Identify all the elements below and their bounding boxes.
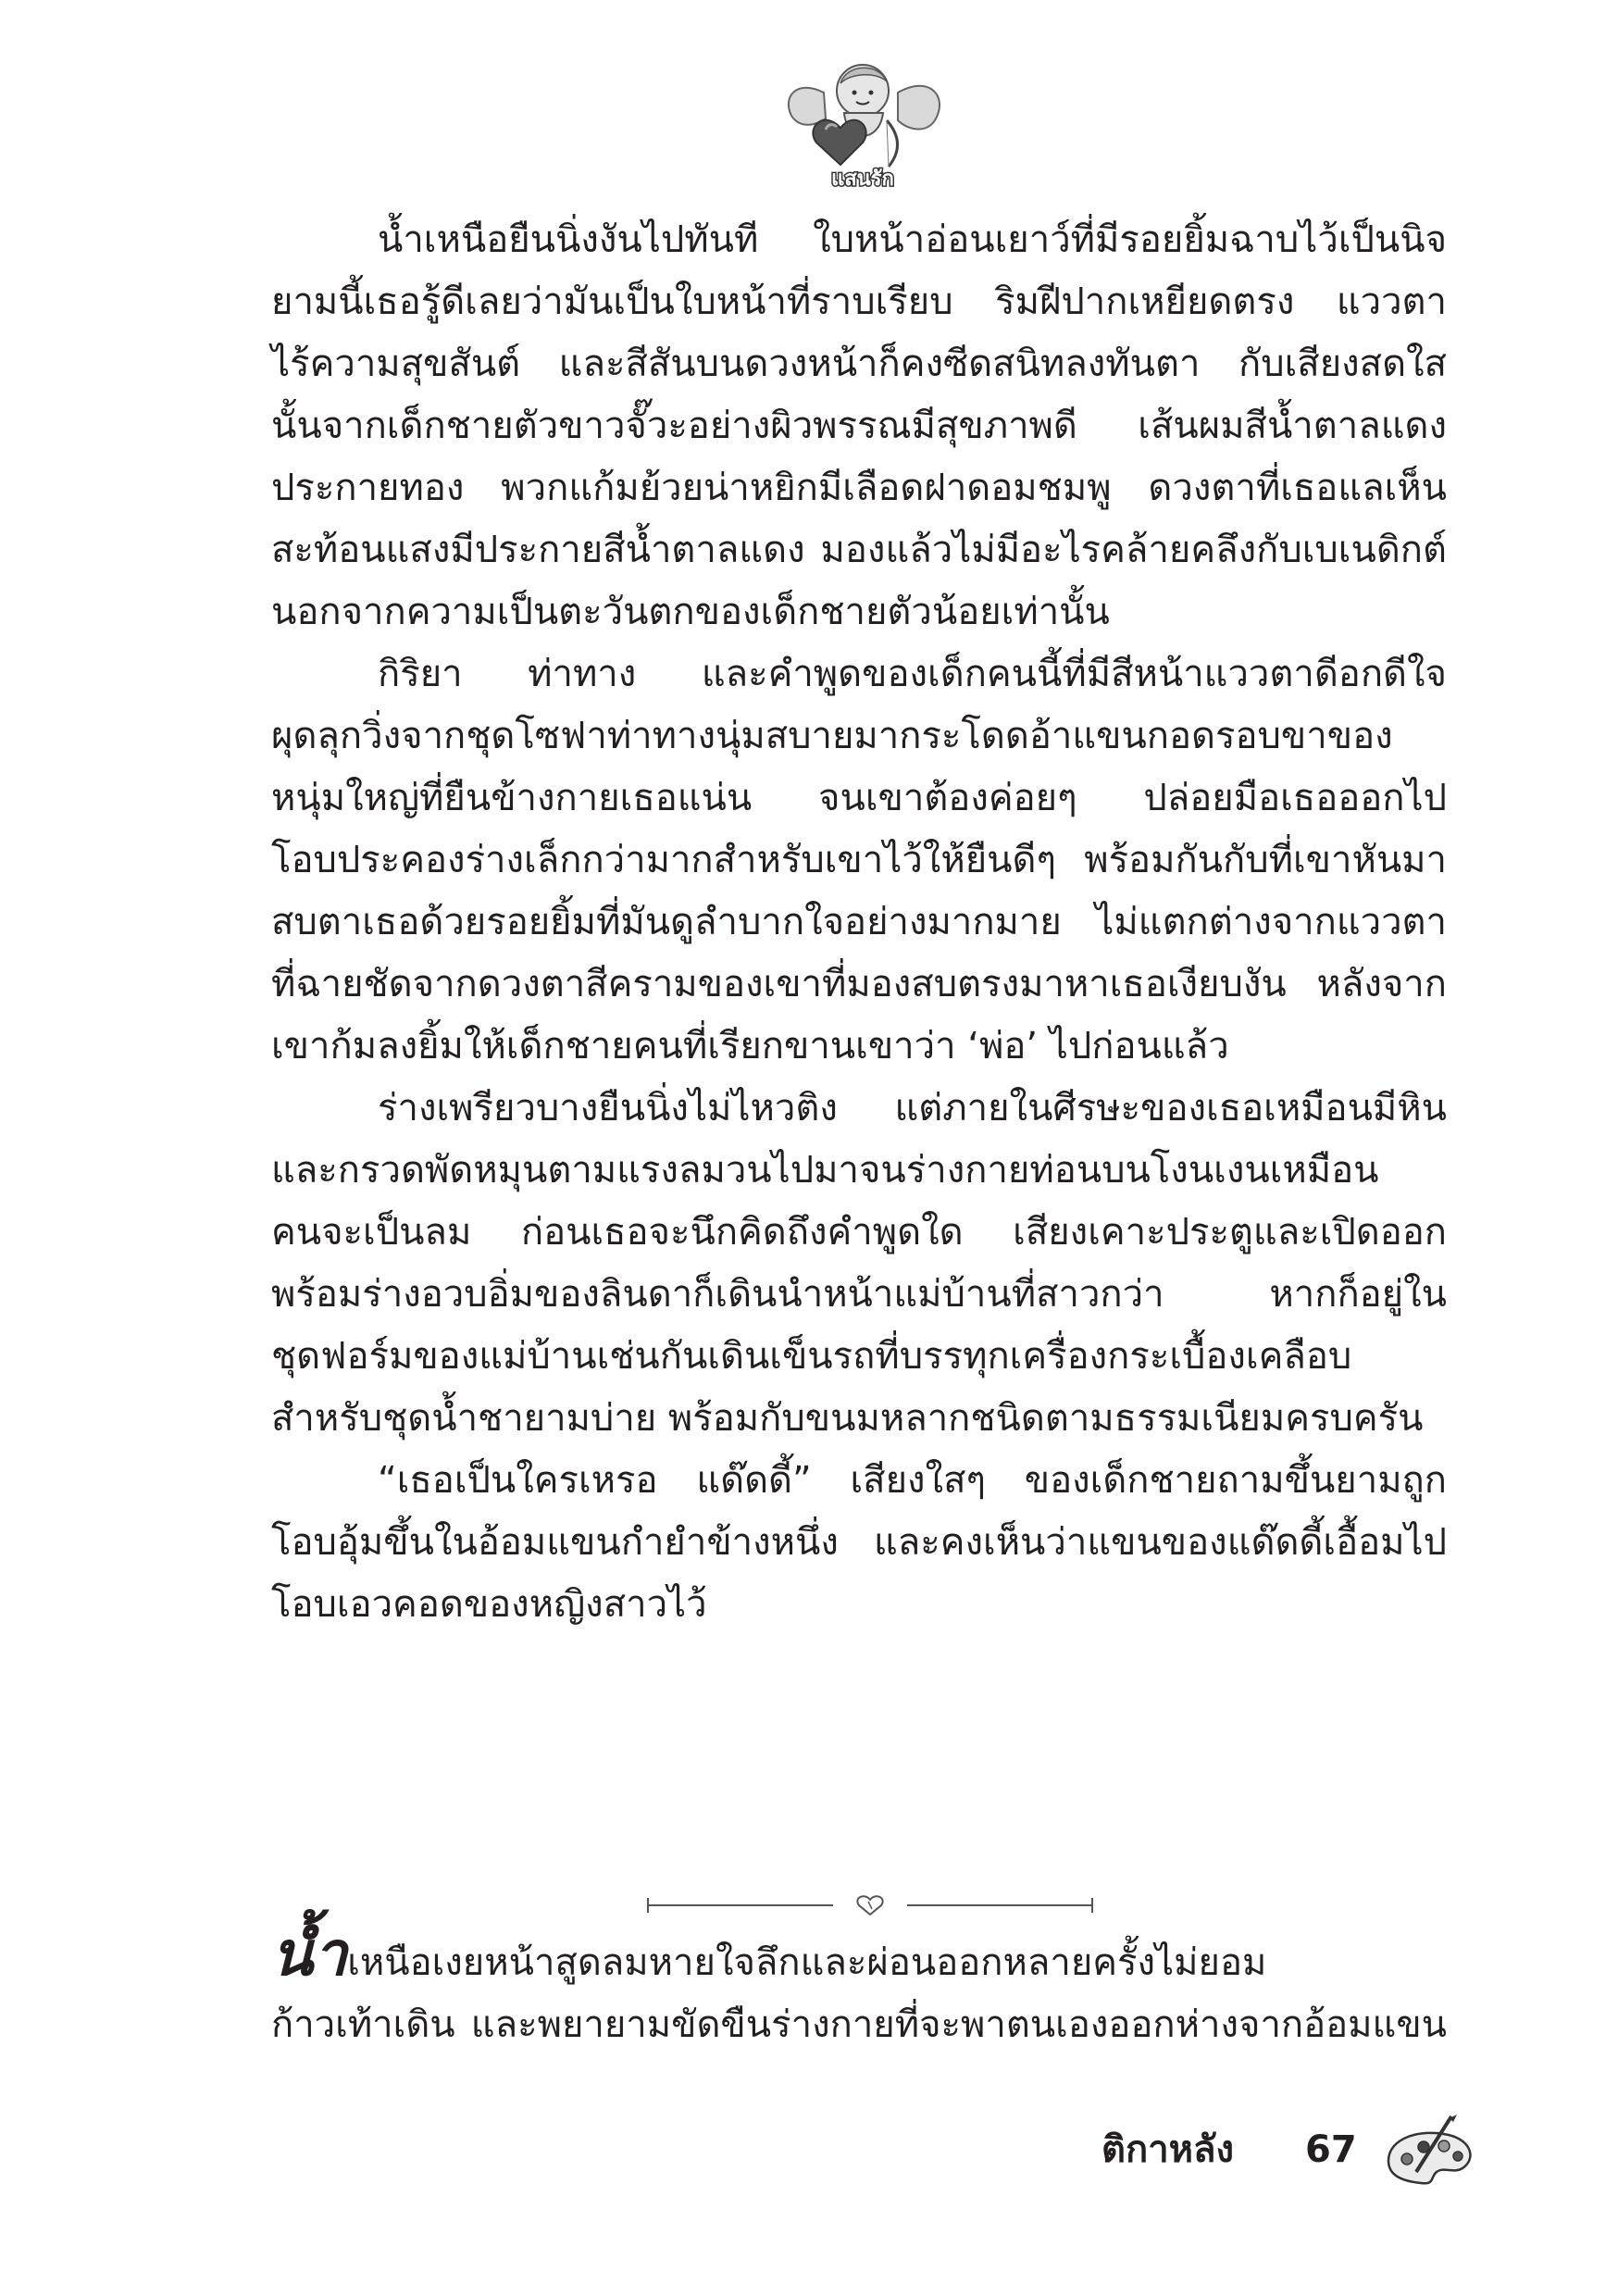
- text-line: เขาก้มลงยิ้มให้เด็กชายคนที่เรียกขานเขาว่า ‘พ่อ’ ไปก่อนแล้ว: [271, 1025, 1229, 1067]
- paragraph-first-line: “เธอเป็นใครเหรอ แด๊ดดี้” เสียงใสๆ ของเด็กชายถามขึ้นยามถูก: [378, 1459, 1447, 1502]
- text-line: คนจะเป็นลม ก่อนเธอจะนึกคิดถึงคำพูดใด เสียงเคาะประตูและเปิดออก: [271, 1211, 1447, 1254]
- next-section-text: [271, 1917, 1447, 2056]
- publisher-logo: [759, 56, 963, 194]
- text-line: โอบเอวคอดของหญิงสาวไว้: [271, 1583, 707, 1626]
- text-line: โอบประคองร่างเล็กกว่ามากสำหรับเขาไว้ให้ยืนดีๆ พร้อมกันกับที่เขาหันมา: [271, 839, 1447, 881]
- heart-ornament-icon: [639, 1889, 1101, 1920]
- book-title: ติกาหลัง: [1101, 2128, 1235, 2171]
- text-line: ก้าวเท้าเดิน และพยายามขัดขืนร่างกายที่จะพาตนเองออกห่างจากอ้อมแขน: [271, 2003, 1447, 2046]
- opening-line-rest: เหนือเงยหน้าสูดลมหายใจลึกและผ่อนออกหลายครั้งไม่ยอม: [347, 1941, 1267, 1984]
- section-opening-line: [271, 1917, 1447, 1994]
- section-divider: [639, 1889, 1101, 1920]
- text-line: นอกจากความเป็นตะวันตกของเด็กชายตัวน้อยเท่านั้น: [271, 591, 1110, 633]
- text-line: โอบอุ้มขึ้นในอ้อมแขนกำยำข้างหนึ่ง และคงเห็นว่าแขนของแด๊ดดี้เอื้อมไป: [271, 1521, 1447, 1564]
- text-line: ประกายทอง พวกแก้มย้วยน่าหยิกมีเลือดฝาดอมชมพู ดวงตาที่เธอแลเห็น: [271, 467, 1447, 509]
- text-line: พร้อมร่างอวบอิ่มของลินดาก็เดินนำหน้าแม่บ้านที่สาวกว่า หากก็อยู่ใน: [271, 1273, 1447, 1316]
- paint-palette-icon: [1379, 2115, 1481, 2187]
- text-line: ที่ฉายชัดจากดวงตาสีครามของเขาที่มองสบตรงมาหาเธอเงียบงัน หลังจาก: [271, 963, 1447, 1005]
- text-line: นั้นจากเด็กชายตัวขาวจั๊วะอย่างผิวพรรณมีสุขภาพดี เส้นผมสีน้ำตาลแดง: [271, 405, 1447, 447]
- page-footer: [1101, 2115, 1490, 2189]
- text-line: ผุดลุกวิ่งจากชุดโซฟาท่าทางนุ่มสบายมากระโดดอ้าแขนกอดรอบขาของ: [271, 715, 1393, 757]
- main-text: [271, 209, 1447, 1636]
- paragraph-first-line: น้ำเหนือยืนนิ่งงันไปทันที ใบหน้าอ่อนเยาว์ที่มีรอยยิ้มฉาบไว้เป็นนิจ: [378, 218, 1447, 261]
- paragraph-first-line: ร่างเพรียวบางยืนนิ่งไม่ไหวติง แต่ภายในศีรษะของเธอเหมือนมีหิน: [378, 1087, 1447, 1129]
- text-line: หนุ่มใหญ่ที่ยืนข้างกายเธอแน่น จนเขาต้องค่อยๆ ปล่อยมือเธอออกไป: [271, 777, 1447, 819]
- text-line: สะท้อนแสงมีประกายสีน้ำตาลแดง มองแล้วไม่มีอะไรคล้ายคลึงกับเบเนดิกต์: [271, 529, 1447, 571]
- text-line: สำหรับชุดน้ำชายามบ่าย พร้อมกับขนมหลากชนิดตามธรรมเนียมครบครัน: [271, 1397, 1424, 1440]
- drop-cap: น้ำ: [271, 1917, 348, 1990]
- page-number: 67: [1305, 2128, 1357, 2171]
- text-line: ยามนี้เธอรู้ดีเลยว่ามันเป็นใบหน้าที่ราบเรียบ ริมฝีปากเหยียดตรง แววตา: [271, 281, 1447, 323]
- text-line: สบตาเธอด้วยรอยยิ้มที่มันดูลำบากใจอย่างมากมาย ไม่แตกต่างจากแววตา: [271, 901, 1447, 943]
- logo-text: แสนรัก: [831, 168, 894, 191]
- paragraph-first-line: กิริยา ท่าทาง และคำพูดของเด็กคนนี้ที่มีสีหน้าแววตาดีอกดีใจ: [378, 653, 1447, 695]
- text-line: และกรวดพัดหมุนตามแรงลมวนไปมาจนร่างกายท่อนบนโงนเงนเหมือน: [271, 1149, 1379, 1192]
- text-line: ชุดฟอร์มของแม่บ้านเช่นกันเดินเข็นรถที่บรรทุกเครื่องกระเบื้องเคลือบ: [271, 1335, 1352, 1378]
- cupid-with-heart-icon: [759, 56, 963, 194]
- text-line: ไร้ความสุขสันต์ และสีสันบนดวงหน้าก็คงซีดสนิทลงทันตา กับเสียงสดใส: [271, 343, 1447, 385]
